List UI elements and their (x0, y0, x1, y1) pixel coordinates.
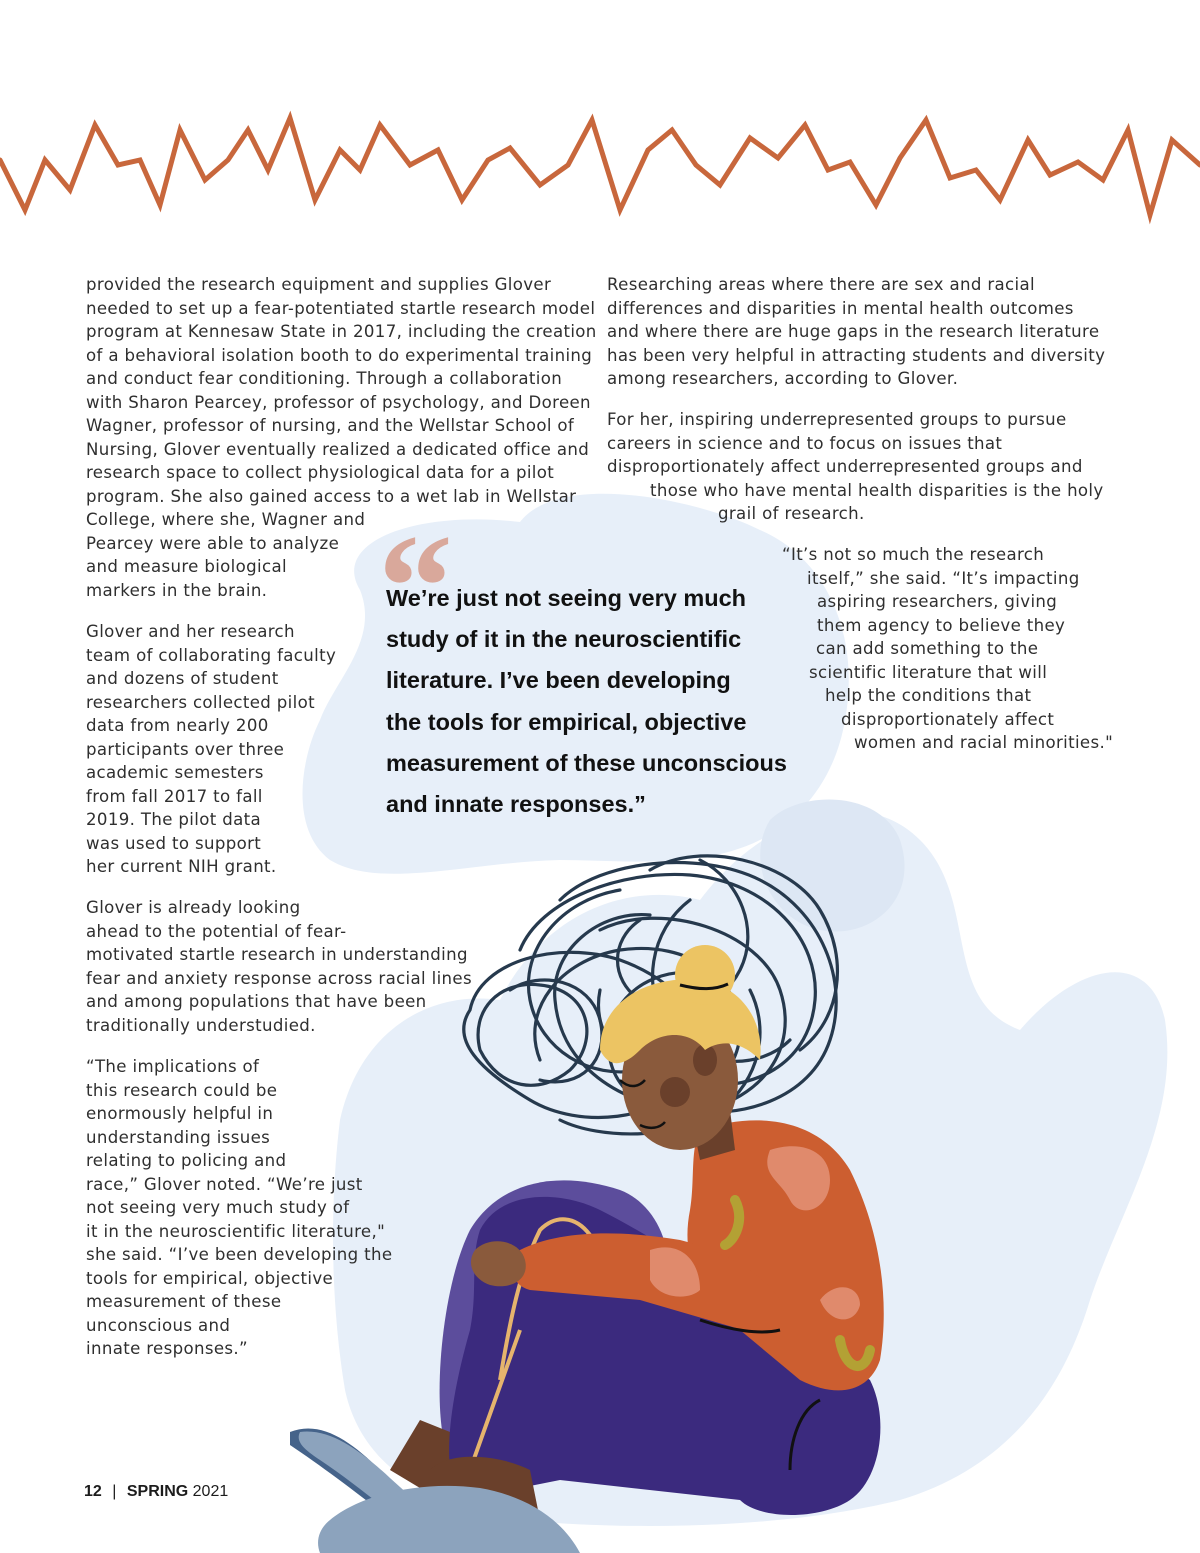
pull-quote: We’re just not seeing very much study of it in the neuroscientific literature. I’ve been developing the tools for empirical, objective measurement of these unconscious and innate responses.” (386, 585, 787, 817)
page-number: 12 (84, 1483, 102, 1500)
issue-year: 2021 (192, 1483, 229, 1500)
cheek (660, 1077, 690, 1107)
left-paragraph-3: Glover is already looking ahead to the potential of fear- motivated startle research in understanding fear and anxiety response across racial lines and among populations that have been traditionally understudied. (86, 898, 472, 1035)
right-paragraph-2: For her, inspiring underrepresented groups to pursue careers in science and to focus on issues that disproportionately affect underrepresented groups and those who have mental health disparities is the holy grail of research. (607, 410, 1104, 523)
left-paragraph-2: Glover and her research team of collaborating faculty and dozens of student researchers collected pilot data from nearly 200 participants over three academic semesters from fall 2017 to fall 2019. The pilot data was used to support her current NIH grant. (86, 622, 337, 876)
pull-quote-mark-icon: “ (378, 504, 453, 670)
right-paragraph-3: “It’s not so much the research itself,” she said. “It’s impacting aspiring researchers, giving them agency to believe they can add something to the scientific literature that will help the conditions that disproportionately affect women and racial minorities." (782, 545, 1114, 752)
left-paragraph-4: “The implications of this research could be enormously helpful in understanding issues relating to policing and race,” Glover noted. “We’re just not seeing very much study of it in the neuroscientific literature," she said. “I’ve been developing the tools for empirical, objective measurement of these unconscious and innate responses.” (86, 1057, 393, 1358)
heartbeat-line-icon (0, 118, 1200, 215)
hair-bun (675, 945, 735, 1005)
footer-separator: | (112, 1483, 117, 1500)
issue-season: SPRING (126, 1483, 189, 1500)
left-paragraph-1: provided the research equipment and supplies Glover needed to set up a fear-potentiated startle research model program at Kennesaw State in 2017, including the creation of a behavioral isolation booth to do experimental training and conduct fear conditioning. Through a collaboration with Sharon Pearcey, professor of psychology, and Doreen Wagner, professor of nursing, and the Wellstar School of Nursing, Glover eventually realized a dedicated office and research space to collect physiological data for a pilot program. She also gained access to a wet lab in Wellstar College, where she, Wagner and Pearcey were able to analyze and measure biological markers in the brain. (86, 275, 597, 600)
right-paragraph-1: Researching areas where there are sex and racial differences and disparities in mental health outcomes and where there are huge gaps in the research literature has been very helpful in attracting students and diversity among researchers, according to Glover. (607, 275, 1106, 388)
page-footer (84, 1483, 228, 1501)
